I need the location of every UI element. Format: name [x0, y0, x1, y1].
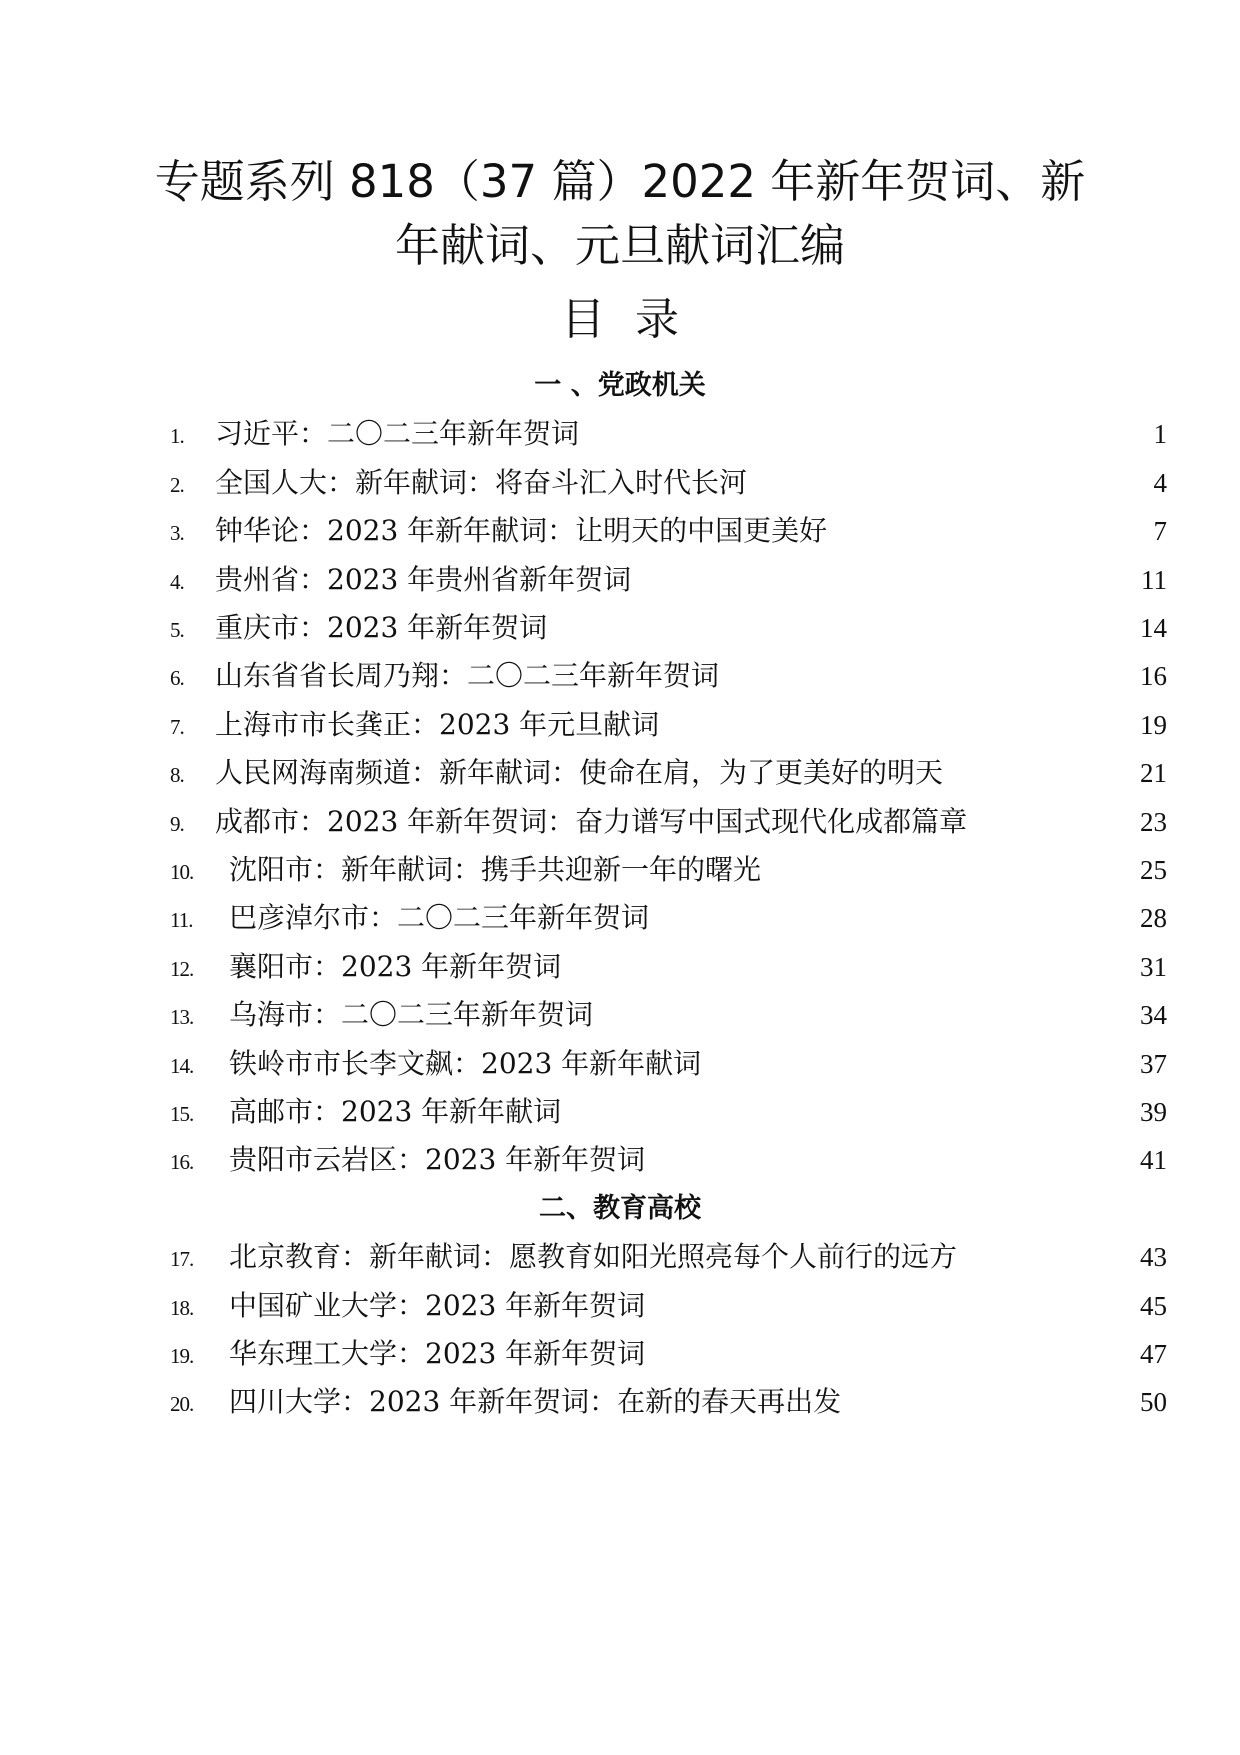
- toc-entry[interactable]: [0, 1237, 1240, 1277]
- toc-entry-page-number: 25: [1140, 855, 1167, 885]
- toc-entry-title: 重庆市：2023 年新年贺词: [215, 611, 548, 644]
- toc-entry-page-number: 39: [1140, 1097, 1167, 1127]
- toc-entry-page-number: 37: [1140, 1048, 1167, 1079]
- toc-section-heading: 一 、党政机关: [534, 370, 706, 401]
- toc-entry-number: 4.: [170, 569, 184, 594]
- toc-entry-title: 上海市市长龚正：2023 年元旦献词: [215, 707, 660, 741]
- toc-entry-page-number: 41: [1140, 1145, 1167, 1176]
- toc-entry-number: 15.: [170, 1102, 194, 1126]
- toc-entry-number: 18.: [170, 1295, 194, 1320]
- toc-entry[interactable]: [0, 1044, 1240, 1084]
- toc-entry-page-number: 47: [1140, 1339, 1167, 1369]
- toc-entry[interactable]: [0, 1334, 1240, 1374]
- toc-entry-number: 17.: [170, 1247, 194, 1272]
- toc-entry-page-number: 14: [1140, 613, 1167, 643]
- toc-entry-title: 成都市：2023 年新年贺词：奋力谱写中国式现代化成都篇章: [215, 804, 968, 838]
- toc-entry-page-number: 23: [1140, 806, 1167, 837]
- toc-entry[interactable]: [0, 1382, 1240, 1422]
- toc-entry-title: 华东理工大学：2023 年新年贺词: [229, 1337, 646, 1370]
- toc-entry-number: 6.: [170, 666, 184, 691]
- toc-entry-page-number: 50: [1140, 1387, 1167, 1418]
- toc-entry[interactable]: [0, 1286, 1240, 1326]
- toc-entry-title: 习近平：二〇二三年新年贺词: [215, 417, 580, 451]
- toc-entry-title: 人民网海南频道：新年献词：使命在肩，为了更美好的明天: [215, 756, 944, 790]
- toc-entry-title: 北京教育：新年献词：愿教育如阳光照亮每个人前行的远方: [229, 1240, 958, 1274]
- toc-section-heading: 二、教育高校: [539, 1192, 701, 1224]
- toc-entry-page-number: 11: [1141, 564, 1167, 595]
- toc-entry[interactable]: [0, 995, 1240, 1035]
- toc-entry-page-number: 34: [1140, 1000, 1167, 1031]
- toc-entry[interactable]: [0, 850, 1240, 890]
- toc-entry[interactable]: [0, 753, 1240, 793]
- toc-entry-number: 13.: [170, 1005, 194, 1030]
- toc-entry[interactable]: [0, 463, 1240, 503]
- document-title-line-1: 专题系列 818（37 篇）2022 年新年贺词、新: [154, 155, 1086, 208]
- toc-entry-title: 高邮市：2023 年新年献词: [229, 1095, 562, 1128]
- toc-entry[interactable]: [0, 802, 1240, 842]
- toc-entry[interactable]: [0, 608, 1240, 648]
- toc-entry-number: 19.: [170, 1344, 194, 1368]
- toc-entry-title: 沈阳市：新年献词：携手共迎新一年的曙光: [229, 853, 762, 886]
- toc-entry[interactable]: [0, 947, 1240, 987]
- toc-entry[interactable]: [0, 414, 1240, 454]
- toc-entry-number: 20.: [170, 1392, 194, 1417]
- toc-entry-title: 乌海市：二〇二三年新年贺词: [229, 998, 594, 1032]
- toc-entry-page-number: 1: [1153, 419, 1167, 450]
- toc-entry-title: 铁岭市市长李文飙：2023 年新年献词: [229, 1046, 702, 1080]
- toc-entry-title: 襄阳市：2023 年新年贺词: [229, 949, 562, 983]
- toc-entry-page-number: 31: [1140, 951, 1167, 982]
- toc-entry[interactable]: [0, 511, 1240, 551]
- toc-entry-number: 12.: [170, 956, 194, 981]
- toc-entry-number: 11.: [170, 908, 193, 933]
- toc-entry-number: 10.: [170, 860, 194, 884]
- toc-entry[interactable]: [0, 1140, 1240, 1180]
- toc-entry-page-number: 16: [1140, 661, 1167, 692]
- toc-entry-title: 贵州省：2023 年贵州省新年贺词: [215, 562, 632, 596]
- toc-entry-title: 全国人大：新年献词：将奋斗汇入时代长河: [215, 465, 748, 499]
- toc-entry-number: 9.: [170, 811, 184, 836]
- toc-entry[interactable]: [0, 560, 1240, 600]
- toc-entry-number: 1.: [170, 424, 184, 449]
- toc-entry-page-number: 19: [1140, 709, 1167, 740]
- toc-entry-page-number: 45: [1140, 1290, 1167, 1321]
- toc-entry-number: 2.: [170, 472, 184, 497]
- toc-entry-number: 14.: [170, 1053, 194, 1078]
- toc-entry-title: 山东省省长周乃翔：二〇二三年新年贺词: [215, 659, 720, 693]
- toc-entry-number: 5.: [170, 618, 184, 642]
- document-title-line-2: 年献词、元旦献词汇编: [394, 219, 845, 272]
- toc-entry-number: 16.: [170, 1150, 194, 1175]
- toc-entry-title: 中国矿业大学：2023 年新年贺词: [229, 1288, 646, 1322]
- toc-entry-title: 巴彦淖尔市：二〇二三年新年贺词: [229, 901, 650, 935]
- toc-entry[interactable]: [0, 656, 1240, 696]
- toc-entry-title: 钟华论：2023 年新年献词：让明天的中国更美好: [215, 514, 828, 548]
- toc-entry-title: 四川大学：2023 年新年贺词：在新的春天再出发: [229, 1385, 842, 1419]
- toc-entry-page-number: 4: [1153, 467, 1167, 498]
- toc-entry-page-number: 7: [1153, 516, 1167, 547]
- toc-entry-page-number: 21: [1140, 758, 1167, 789]
- toc-entry-page-number: 28: [1140, 903, 1167, 934]
- toc-entry-number: 3.: [170, 521, 184, 546]
- toc-entry[interactable]: [0, 898, 1240, 938]
- toc-entry[interactable]: [0, 1092, 1240, 1132]
- toc-entry-page-number: 43: [1140, 1242, 1167, 1273]
- toc-entry-title: 贵阳市云岩区：2023 年新年贺词: [229, 1143, 646, 1177]
- toc-entry-number: 7.: [170, 714, 184, 739]
- toc-heading: 目录: [561, 294, 709, 345]
- toc-entry[interactable]: [0, 705, 1240, 745]
- toc-entry-number: 8.: [170, 763, 184, 788]
